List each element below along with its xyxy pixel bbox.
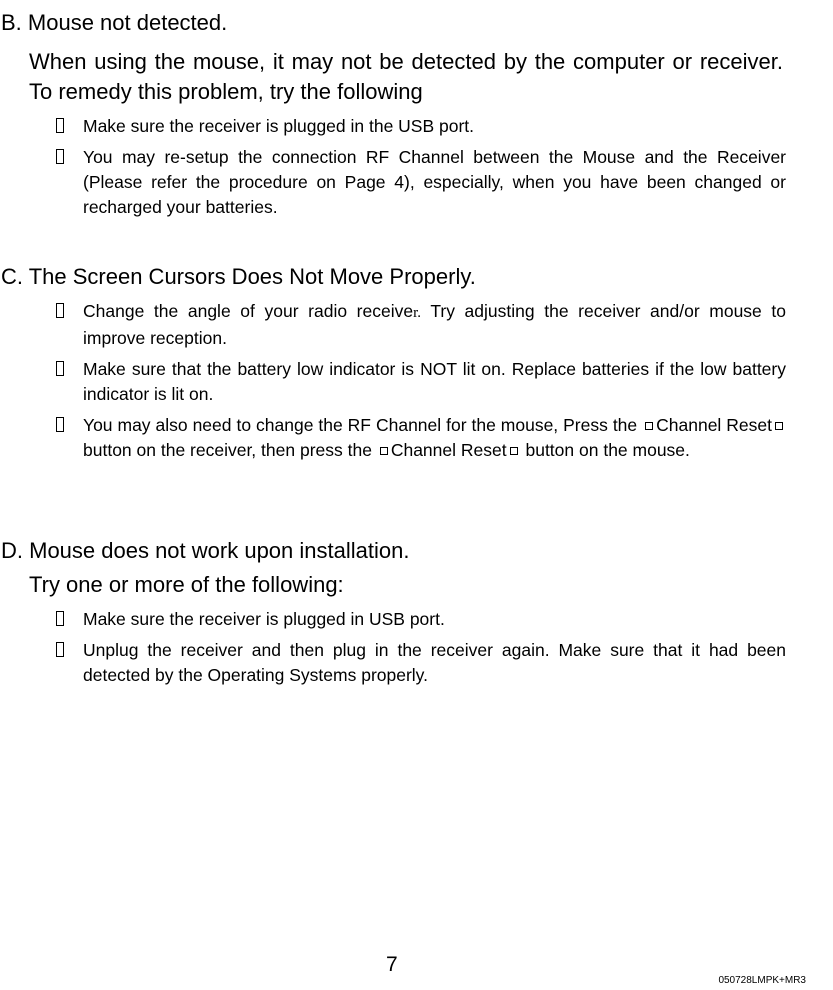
section-b-heading: B. Mouse not detected.: [1, 10, 228, 35]
list-item: [56, 413, 786, 463]
channel-reset-label: Channel Reset: [390, 440, 507, 460]
section-d-bullets: [56, 607, 786, 694]
close-quote-box-icon: [775, 422, 783, 430]
bullet-box-icon: [56, 118, 64, 133]
section-d-heading: D. Mouse does not work upon installation.: [1, 538, 410, 563]
section-d-intro: Try one or more of the following:: [29, 572, 344, 597]
document-code: 050728LMPK+MR3: [718, 975, 806, 986]
list-item: [56, 114, 786, 139]
section-c-bullets: [56, 299, 786, 469]
section-b-intro: When using the mouse, it may not be detected by the computer or receiver. To remedy this problem, try the following: [29, 49, 783, 104]
list-item-text: You may re-setup the connection RF Channel between the Mouse and the Receiver (Please refer the procedure on Page 4), especially, when you have been changed or recharged your batteries.: [83, 147, 786, 217]
section-c-heading: C. The Screen Cursors Does Not Move Properly.: [1, 264, 476, 289]
list-item: [56, 145, 786, 220]
page-number: 7: [386, 953, 398, 976]
list-item-text: Make sure the receiver is plugged in USB port.: [83, 609, 445, 629]
list-item-text: Change the angle of your radio receive: [83, 301, 414, 321]
bullet-box-icon: [56, 303, 64, 318]
list-item: [56, 638, 786, 688]
bullet-box-icon: [56, 611, 64, 626]
bullet-box-icon: [56, 642, 64, 657]
list-item-text-cont: Try adjusting the receiver and/or mouse to improve reception.: [83, 301, 786, 348]
channel-reset-label: Channel Reset: [656, 415, 772, 435]
list-item: [56, 299, 786, 351]
list-item-text: Make sure the receiver is plugged in the USB port.: [83, 116, 475, 136]
list-item-text-r: r.: [413, 305, 422, 321]
list-item-text: Make sure that the battery low indicator is NOT lit on. Replace batteries if the low battery indicator is lit on.: [83, 359, 786, 404]
list-item-text-cont: button on the receiver, then press the: [83, 440, 372, 460]
bullet-box-icon: [56, 417, 64, 432]
list-item-text-end: button on the mouse.: [525, 440, 690, 460]
list-item: [56, 607, 786, 632]
section-b-bullets: [56, 114, 786, 226]
list-item-text: Unplug the receiver and then plug in the receiver again. Make sure that it had been detected by the Operating Systems properly.: [83, 640, 786, 685]
close-quote-box-icon: [510, 447, 518, 455]
bullet-box-icon: [56, 149, 64, 164]
list-item: [56, 357, 786, 407]
list-item-text: You may also need to change the RF Channel for the mouse, Press the: [83, 415, 638, 435]
open-quote-box-icon: [645, 422, 653, 430]
open-quote-box-icon: [380, 447, 388, 455]
bullet-box-icon: [56, 361, 64, 376]
